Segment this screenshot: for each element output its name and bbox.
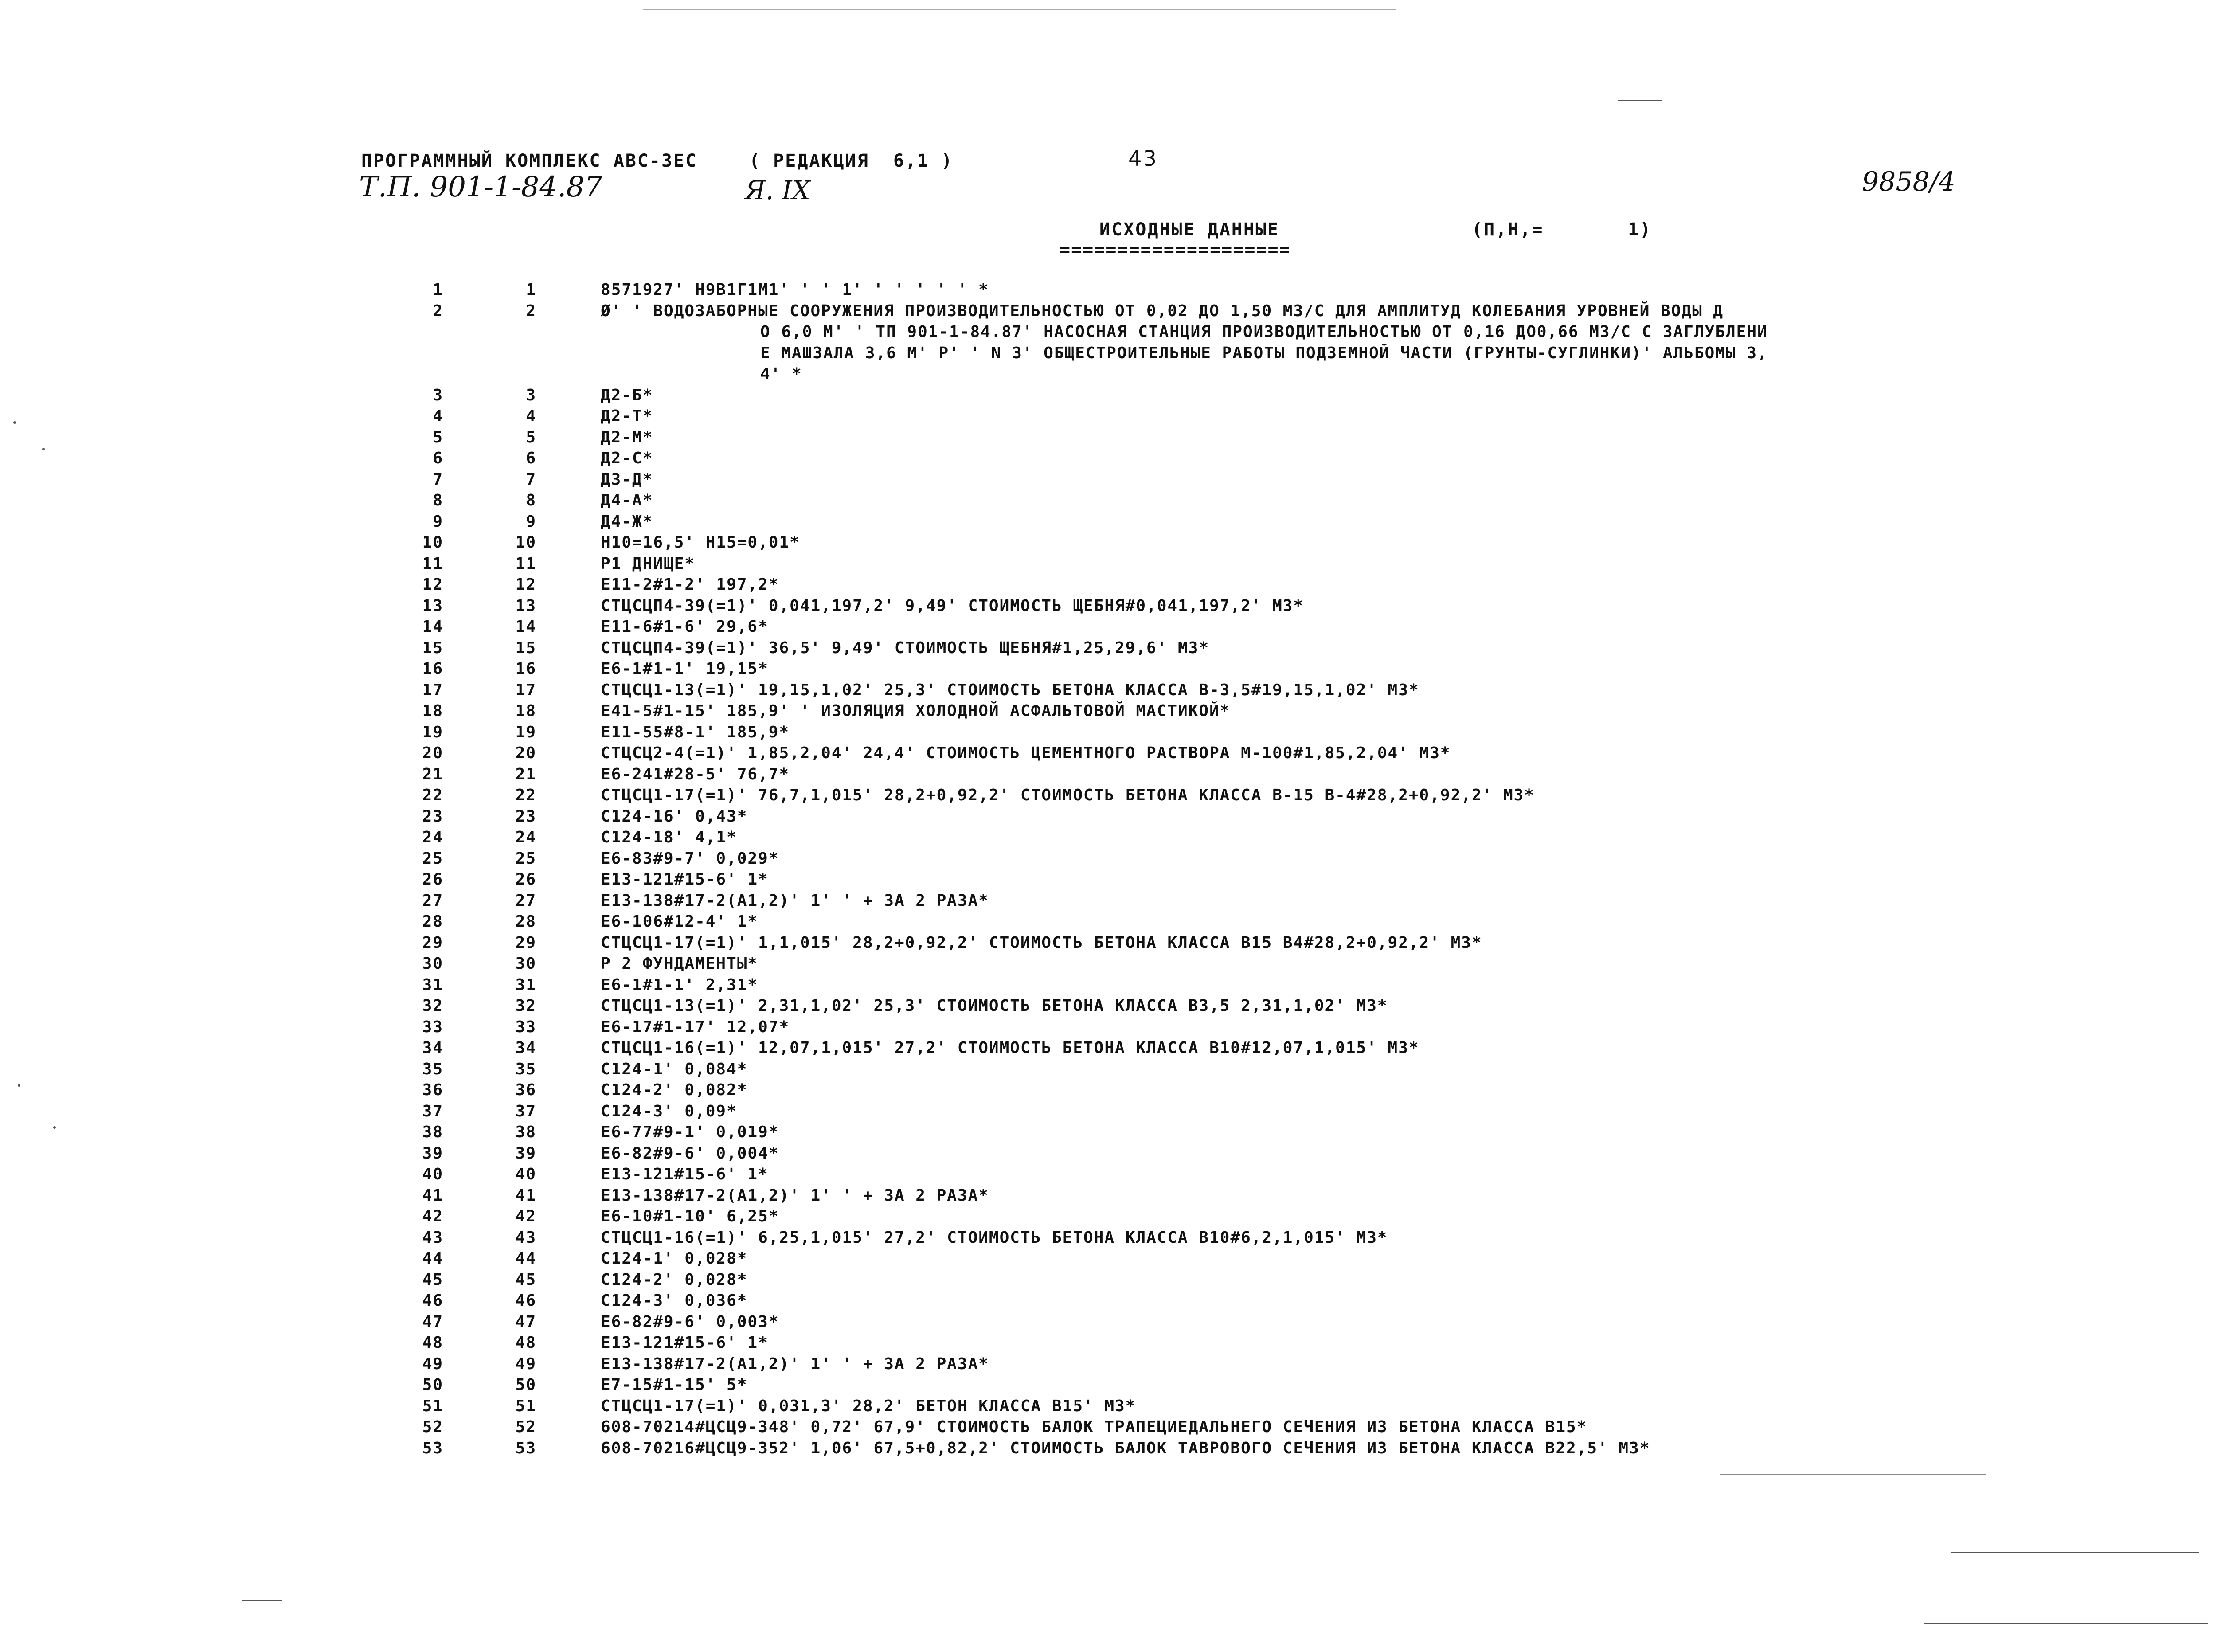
record-text-line: Е6-82#9-6' 0,004* [601,1144,779,1163]
record-text-line: Е МАШЗАЛА 3,6 М' Р' ' N 3' ОБЩЕСТРОИТЕЛЬНЫЕ РАБОТЫ ПОДЗЕМНОЙ ЧАСТИ (ГРУНТЫ-СУГЛИНКИ)' АЛЬБОМЫ 3, [760,344,1768,362]
row-number: 40 [422,1165,443,1183]
listing-row [0,722,2213,743]
scan-artifact-top-line [643,9,1396,10]
record-number: 51 [515,1397,536,1415]
record-text-line: Е11-2#1-2' 197,2* [601,575,779,594]
record-text-line: С124-3' 0,09* [601,1102,737,1120]
record-number: 26 [515,870,536,889]
listing-row [0,932,2213,954]
scan-artifact-dot [42,448,45,450]
row-number: 3 [433,386,443,404]
record-text-line: СТЦСЦ2-4(=1)' 1,85,2,04' 24,4' СТОИМОСТЬ ЦЕМЕНТНОГО РАСТВОРА М-100#1,85,2,04' М3* [601,744,1451,762]
record-text-line: Е6-106#12-4' 1* [601,912,759,931]
record-text [601,869,769,890]
record-text [601,1396,1136,1417]
record-text-line: Е6-241#28-5' 76,7* [601,765,790,783]
record-text [601,658,769,680]
listing-row [0,1017,2213,1038]
record-text [601,701,1230,722]
record-text-line: С124-1' 0,028* [601,1249,748,1268]
record-number: 3 [526,386,536,404]
row-number: 24 [422,828,443,846]
row-number: 15 [422,638,443,657]
record-text [601,469,653,490]
row-number: 44 [422,1249,443,1268]
record-text [601,1143,779,1164]
listing-row [0,764,2213,785]
record-number: 8 [526,491,536,509]
record-text [601,1374,747,1396]
record-text [601,1164,769,1185]
record-number: 41 [515,1186,536,1205]
record-text [601,743,1451,764]
record-text [601,995,1388,1017]
row-number: 26 [422,870,443,889]
row-number: 9 [433,512,443,531]
record-number: 23 [515,807,536,826]
record-text-line: Е6-1#1-1' 19,15* [601,660,769,678]
listing-row [0,301,2213,385]
listing-row [0,406,2213,427]
record-text-line: Ø' ' ВОДОЗАБОРНЫЕ СООРУЖЕНИЯ ПРОИЗВОДИТЕЛЬНОСТЬЮ ОТ 0,02 ДО 1,50 М3/С ДЛЯ АМПЛИТУД КОЛЕБАНИЯ УРОВНЕЙ ВОДЫ Д [601,301,1724,320]
record-text [601,427,653,448]
record-number: 13 [515,596,536,615]
row-number: 2 [433,301,443,320]
row-number: 52 [422,1418,443,1436]
record-number: 17 [515,681,536,699]
record-number: 52 [515,1418,536,1436]
record-text-line: Е6-10#1-10' 6,25* [601,1207,779,1225]
record-number: 43 [515,1228,536,1247]
scan-artifact-dot [13,421,16,424]
record-number: 33 [515,1018,536,1036]
listing-row [0,806,2213,827]
record-text-line: Е13-138#17-2(А1,2)' 1' ' + ЗА 2 РАЗА* [601,1186,989,1205]
record-text-line: Е6-17#1-17' 12,07* [601,1018,790,1036]
record-text-line: С124-2' 0,028* [601,1270,748,1289]
listing-row [0,1374,2213,1396]
record-number: 46 [515,1292,536,1310]
listing-row [0,848,2213,869]
record-text [601,785,1535,806]
row-number: 7 [433,470,443,489]
row-number: 10 [422,533,443,552]
program-name: ПРОГРАММНЫЙ КОМПЛЕКС АВС-3ЕС [361,151,698,171]
listing-row [0,1227,2213,1249]
row-number: 36 [422,1081,443,1099]
record-text [601,722,790,743]
record-number: 14 [515,618,536,636]
record-text [601,301,1768,385]
row-number: 53 [422,1439,443,1457]
record-text-line: Е6-77#9-1' 0,019* [601,1123,779,1141]
listing-row [0,701,2213,722]
scan-artifact-line-3 [242,1600,282,1601]
record-text [601,574,779,595]
record-text [601,553,695,575]
row-number: 37 [422,1102,443,1120]
record-number: 48 [515,1334,536,1352]
record-number: 16 [515,660,536,678]
record-text-line: Е41-5#1-15' 185,9' ' ИЗОЛЯЦИЯ ХОЛОДНОЙ АСФАЛЬТОВОЙ МАСТИКОЙ* [601,702,1231,720]
listing-row [0,1417,2213,1438]
record-text [601,1248,747,1269]
record-text-line: Е13-121#15-6' 1* [601,1334,769,1352]
record-text [601,1101,737,1122]
record-text-line: СТЦСЦ1-16(=1)' 6,25,1,015' 27,2' СТОИМОСТЬ БЕТОНА КЛАССА В10#6,2,1,015' М3* [601,1228,1388,1247]
record-number: 50 [515,1376,536,1394]
record-text-line: СТЦСЦП4-39(=1)' 0,041,197,2' 9,49' СТОИМОСТЬ ЩЕБНЯ#0,041,197,2' М3* [601,596,1304,615]
record-text [601,890,989,912]
row-number: 13 [422,596,443,615]
record-number: 24 [515,828,536,846]
record-number: 40 [515,1165,536,1183]
row-number: 20 [422,744,443,762]
record-text-line: 8571927' Н9В1Г1М1' ' ' 1' ' ' ' ' ' * [601,281,989,299]
record-text [601,1037,1419,1059]
record-text-line: 4' * [760,365,802,383]
handwritten-archive-code: 9858/4 [1862,166,1956,197]
listing-row [0,1206,2213,1227]
listing-row [0,616,2213,638]
record-text [601,448,653,469]
listing-row [0,448,2213,469]
row-number: 22 [422,786,443,804]
row-number: 46 [422,1292,443,1310]
record-text [601,911,758,932]
record-number: 1 [526,281,536,299]
record-number: 42 [515,1207,536,1225]
listing-row [0,1248,2213,1269]
listing-row [0,785,2213,806]
row-number: 14 [422,618,443,636]
record-text-line: С124-16' 0,43* [601,807,748,826]
row-number: 48 [422,1334,443,1352]
listing-row [0,1332,2213,1354]
record-text [601,1417,1587,1438]
record-number: 7 [526,470,536,489]
record-text-line: Е11-55#8-1' 185,9* [601,723,790,741]
listing-row [0,385,2213,406]
record-text [601,975,758,996]
row-number: 49 [422,1354,443,1373]
scan-artifact-line-2 [1924,1623,2208,1624]
row-number: 1 [433,281,443,299]
row-number: 42 [422,1207,443,1225]
row-number: 47 [422,1312,443,1331]
record-text [601,1332,769,1354]
record-text-line: Е6-82#9-6' 0,003* [601,1312,779,1331]
record-number: 38 [515,1123,536,1141]
record-number: 18 [515,702,536,720]
row-number: 34 [422,1039,443,1057]
row-number: 17 [422,681,443,699]
listing-row [0,1143,2213,1164]
row-number: 27 [422,891,443,910]
listing-row [0,680,2213,701]
record-number: 44 [515,1249,536,1268]
record-text [601,385,653,406]
listing-row [0,1396,2213,1417]
listing-row [0,1354,2213,1375]
record-text [601,1185,989,1206]
record-number: 28 [515,912,536,931]
row-number: 33 [422,1018,443,1036]
listing-row [0,511,2213,532]
edition-label: ( РЕДАКЦИЯ 6,1 ) [749,151,954,171]
record-number: 36 [515,1081,536,1099]
record-text-line: СТЦСЦ1-13(=1)' 19,15,1,02' 25,3' СТОИМОСТЬ БЕТОНА КЛАССА В-3,5#19,15,1,02' М3* [601,681,1419,699]
row-number: 32 [422,997,443,1015]
listing-row [0,1122,2213,1143]
record-text-line: СТЦСЦ1-17(=1)' 76,7,1,015' 28,2+0,92,2' СТОИМОСТЬ БЕТОНА КЛАССА В-15 В-4#28,2+0,92,2' М3* [601,786,1535,804]
row-number: 16 [422,660,443,678]
row-number: 28 [422,912,443,931]
record-text-line: СТЦСЦ1-17(=1)' 1,1,015' 28,2+0,92,2' СТОИМОСТЬ БЕТОНА КЛАССА В15 В4#28,2+0,92,2' М3* [601,933,1482,952]
record-text [601,1269,747,1291]
record-text-line: СТЦСЦ1-16(=1)' 12,07,1,015' 27,2' СТОИМОСТЬ БЕТОНА КЛАССА В10#12,07,1,015' М3* [601,1039,1419,1057]
listing-row [0,1080,2213,1101]
listing-row [0,1185,2213,1206]
listing-row [0,1438,2213,1459]
record-text-line: СТЦСЦ1-13(=1)' 2,31,1,02' 25,3' СТОИМОСТЬ БЕТОНА КЛАССА В3,5 2,31,1,02' М3* [601,997,1388,1015]
data-listing [0,279,2213,1459]
listing-row [0,743,2213,764]
section-title: ИСХОДНЫЕ ДАННЫЕ [1099,219,1280,240]
row-number: 35 [422,1060,443,1078]
record-number: 20 [515,744,536,762]
record-text-line: С124-18' 4,1* [601,828,737,846]
listing-row [0,1101,2213,1122]
listing-row [0,975,2213,996]
record-text-line: Д2-С* [601,449,653,467]
record-text [601,1290,747,1311]
record-number: 39 [515,1144,536,1163]
record-text [601,532,800,553]
record-text [601,1017,790,1038]
handwritten-project-number: Т.П. 901-1-84.87 [359,171,602,204]
record-text-line: Р 2 ФУНДАМЕНТЫ* [601,955,759,973]
scan-artifact-dotted-line [1720,1474,1986,1475]
record-text-line: Р1 ДНИЩЕ* [601,554,696,573]
listing-row [0,427,2213,448]
listing-row [0,532,2213,553]
record-number: 22 [515,786,536,804]
record-text-line: Д4-А* [601,491,653,509]
row-number: 45 [422,1270,443,1289]
scan-artifact-line-1 [1951,1552,2199,1553]
row-number: 30 [422,955,443,973]
record-number: 45 [515,1270,536,1289]
listing-row [0,490,2213,511]
record-text [601,279,989,301]
record-text-line: 608-70214#ЦСЦ9-348' 0,72' 67,9' СТОИМОСТЬ БАЛОК ТРАПЕЦИЕДАЛЬНЕГО СЕЧЕНИЯ ИЗ БЕТОНА КЛАССА В15* [601,1418,1587,1436]
row-number: 6 [433,449,443,467]
record-text [601,680,1419,701]
listing-row [0,827,2213,848]
record-text [601,511,653,532]
listing-row [0,953,2213,975]
record-text-line: Е13-121#15-6' 1* [601,1165,769,1183]
record-number: 25 [515,849,536,868]
record-number: 34 [515,1039,536,1057]
record-number: 19 [515,723,536,741]
scan-artifact-dot [53,1126,56,1129]
record-number: 2 [526,301,536,320]
listing-row [0,1037,2213,1059]
listing-row [0,1290,2213,1311]
listing-row [0,574,2213,595]
record-text-line: Е13-138#17-2(А1,2)' 1' ' + ЗА 2 РАЗА* [601,891,989,910]
record-text-line: Е11-6#1-6' 29,6* [601,618,769,636]
record-number: 11 [515,554,536,573]
record-text-line: С124-3' 0,036* [601,1292,748,1310]
row-number: 23 [422,807,443,826]
row-number: 5 [433,428,443,446]
listing-row [0,1269,2213,1291]
record-number: 10 [515,533,536,552]
record-text [601,806,747,827]
record-text-line: Е7-15#1-15' 5* [601,1376,748,1394]
record-text [601,638,1209,659]
record-text-line: Е6-1#1-1' 2,31* [601,975,759,994]
record-text [601,827,737,848]
record-number: 29 [515,933,536,952]
record-text-line: О 6,0 М' ' ТП 901-1-84.87' НАСОСНАЯ СТАНЦИЯ ПРОИЗВОДИТЕЛЬНОСТЬЮ ОТ 0,16 ДО0,66 М3/С С ЗАГЛУБЛЕНИ [760,323,1768,341]
listing-row [0,995,2213,1017]
record-text-line: Д2-М* [601,428,653,446]
record-number: 6 [526,449,536,467]
record-text [601,848,779,869]
section-underline: ==================== [1060,239,1291,260]
record-number: 21 [515,765,536,783]
record-text [601,1059,747,1080]
row-number: 43 [422,1228,443,1247]
listing-row [0,869,2213,890]
listing-row [0,553,2213,575]
record-number: 31 [515,975,536,994]
listing-row [0,279,2213,301]
row-number: 39 [422,1144,443,1163]
row-number: 41 [422,1186,443,1205]
listing-row [0,638,2213,659]
record-text-line: С124-1' 0,084* [601,1060,748,1078]
row-number: 21 [422,765,443,783]
record-number: 53 [515,1439,536,1457]
record-text-line: 608-70216#ЦСЦ9-352' 1,06' 67,5+0,82,2' СТОИМОСТЬ БАЛОК ТАВРОВОГО СЕЧЕНИЯ ИЗ БЕТОНА КЛАССА В22,5' М3* [601,1439,1650,1457]
record-number: 15 [515,638,536,657]
record-number: 32 [515,997,536,1015]
record-text [601,1122,779,1143]
row-number: 29 [422,933,443,952]
listing-row [0,658,2213,680]
record-text-line: Е13-138#17-2(А1,2)' 1' ' + ЗА 2 РАЗА* [601,1354,989,1373]
record-text [601,595,1304,617]
record-text-line: Е13-121#15-6' 1* [601,870,769,889]
record-text [601,1080,747,1101]
row-number: 38 [422,1123,443,1141]
record-number: 9 [526,512,536,531]
record-number: 49 [515,1354,536,1373]
record-number: 35 [515,1060,536,1078]
row-number: 25 [422,849,443,868]
parameter-indicator: (П,Н,= 1) [1472,219,1652,240]
row-number: 31 [422,975,443,994]
record-text [601,1438,1650,1459]
record-number: 30 [515,955,536,973]
row-number: 51 [422,1397,443,1415]
listing-row [0,1059,2213,1080]
record-number: 5 [526,428,536,446]
listing-row [0,890,2213,912]
handwritten-album-number: Я. IX [745,175,810,205]
scan-artifact-dot [18,1084,20,1087]
scan-artifact-mark [1618,100,1662,101]
row-number: 4 [433,407,443,425]
record-number: 37 [515,1102,536,1120]
record-text-line: Е6-83#9-7' 0,029* [601,849,779,868]
record-text-line: Д2-Б* [601,386,653,404]
record-text [601,953,758,975]
record-text [601,764,790,785]
listing-row [0,595,2213,617]
record-text-line: Д2-Т* [601,407,653,425]
row-number: 50 [422,1376,443,1394]
record-text [601,1354,989,1375]
record-text [601,932,1482,954]
record-text [601,406,653,427]
row-number: 8 [433,491,443,509]
listing-row [0,469,2213,490]
record-text-line: Д4-Ж* [601,512,653,531]
row-number: 18 [422,702,443,720]
listing-row [0,911,2213,932]
record-text [601,616,769,638]
listing-row [0,1164,2213,1185]
record-number: 27 [515,891,536,910]
record-number: 12 [515,575,536,594]
row-number: 11 [422,554,443,573]
page-number: 43 [1128,146,1158,171]
record-text-line: Д3-Д* [601,470,653,489]
record-text [601,490,653,511]
record-text-line: СТЦСЦ1-17(=1)' 0,031,3' 28,2' БЕТОН КЛАССА В15' М3* [601,1397,1136,1415]
record-number: 4 [526,407,536,425]
record-text-line: С124-2' 0,082* [601,1081,748,1099]
row-number: 12 [422,575,443,594]
record-number: 47 [515,1312,536,1331]
record-text-line: СТЦСЦП4-39(=1)' 36,5' 9,49' СТОИМОСТЬ ЩЕБНЯ#1,25,29,6' М3* [601,638,1210,657]
record-text [601,1311,779,1333]
record-text-line: Н10=16,5' Н15=0,01* [601,533,800,552]
row-number: 19 [422,723,443,741]
record-text [601,1206,779,1227]
listing-row [0,1311,2213,1333]
record-text [601,1227,1388,1249]
